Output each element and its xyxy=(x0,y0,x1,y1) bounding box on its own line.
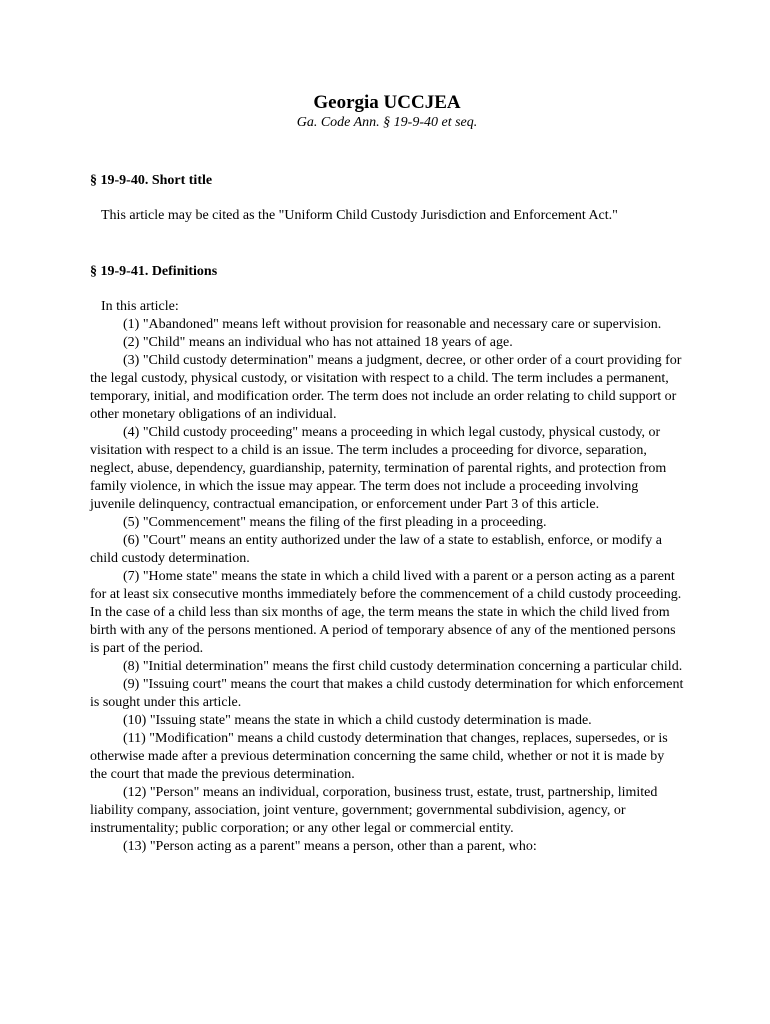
section-heading-definitions: § 19-9-41. Definitions xyxy=(90,264,218,279)
definition-item: (12) "Person" means an individual, corporation, business trust, estate, trust, partnership, limited liability company, association, joint venture, government; governmental subdivision, agency, or instrumentality; public corporation; or any other legal or commercial entity. xyxy=(90,785,658,836)
definition-item: (3) "Child custody determination" means a judgment, decree, or other order of a court providing for the legal custody, physical custody, or visitation with respect to a child. The term includes a permanent, temporary, initial, and modification order. The term does not include an order relating to child support or other monetary obligations of an individual. xyxy=(90,353,682,422)
definition-item: (1) "Abandoned" means left without provision for reasonable and necessary care or supervision. xyxy=(123,317,662,332)
definition-item: (13) "Person acting as a parent" means a person, other than a parent, who: xyxy=(123,839,537,854)
definitions-list xyxy=(90,316,684,856)
definition-item: (7) "Home state" means the state in which a child lived with a parent or a person acting as a parent for at least six consecutive months immediately before the commencement of a child custody proceeding. In the case of a child less than six months of age, the term means the state in which the child lived from birth with any of the persons mentioned. A period of temporary absence of any of the mentioned persons is part of the period. xyxy=(90,569,682,656)
definition-item: (2) "Child" means an individual who has not attained 18 years of age. xyxy=(123,335,513,350)
document-title: Georgia UCCJEA xyxy=(313,92,461,113)
definition-item: (5) "Commencement" means the filing of the first pleading in a proceeding. xyxy=(123,515,547,530)
definition-item: (9) "Issuing court" means the court that makes a child custody determination for which enforcement is sought under this article. xyxy=(90,677,684,710)
document-subtitle: Ga. Code Ann. § 19-9-40 et seq. xyxy=(296,115,478,130)
definitions-lead-in: In this article: xyxy=(101,299,179,314)
section-heading-short-title: § 19-9-40. Short title xyxy=(90,173,213,188)
definition-item: (6) "Court" means an entity authorized under the law of a state to establish, enforce, or modify a child custody determination. xyxy=(90,533,662,566)
definition-item: (10) "Issuing state" means the state in which a child custody determination is made. xyxy=(123,713,592,728)
definition-item: (8) "Initial determination" means the first child custody determination concerning a particular child. xyxy=(123,659,683,674)
definition-item: (4) "Child custody proceeding" means a proceeding in which legal custody, physical custody, or visitation with respect to a child is an issue. The term includes a proceeding for divorce, separation, neglect, abuse, dependency, guardianship, paternity, termination of parental rights, and protection from family violence, in which the issue may appear. The term does not include a proceeding involving juvenile delinquency, contractual emancipation, or enforcement under Part 3 of this article. xyxy=(90,425,667,512)
definition-item: (11) "Modification" means a child custody determination that changes, replaces, supersedes, or is otherwise made after a previous determination concerning the same child, whether or not it is made by the court that made the previous determination. xyxy=(90,731,668,782)
short-title-text: This article may be cited as the "Uniform Child Custody Jurisdiction and Enforcement Act." xyxy=(101,208,618,223)
